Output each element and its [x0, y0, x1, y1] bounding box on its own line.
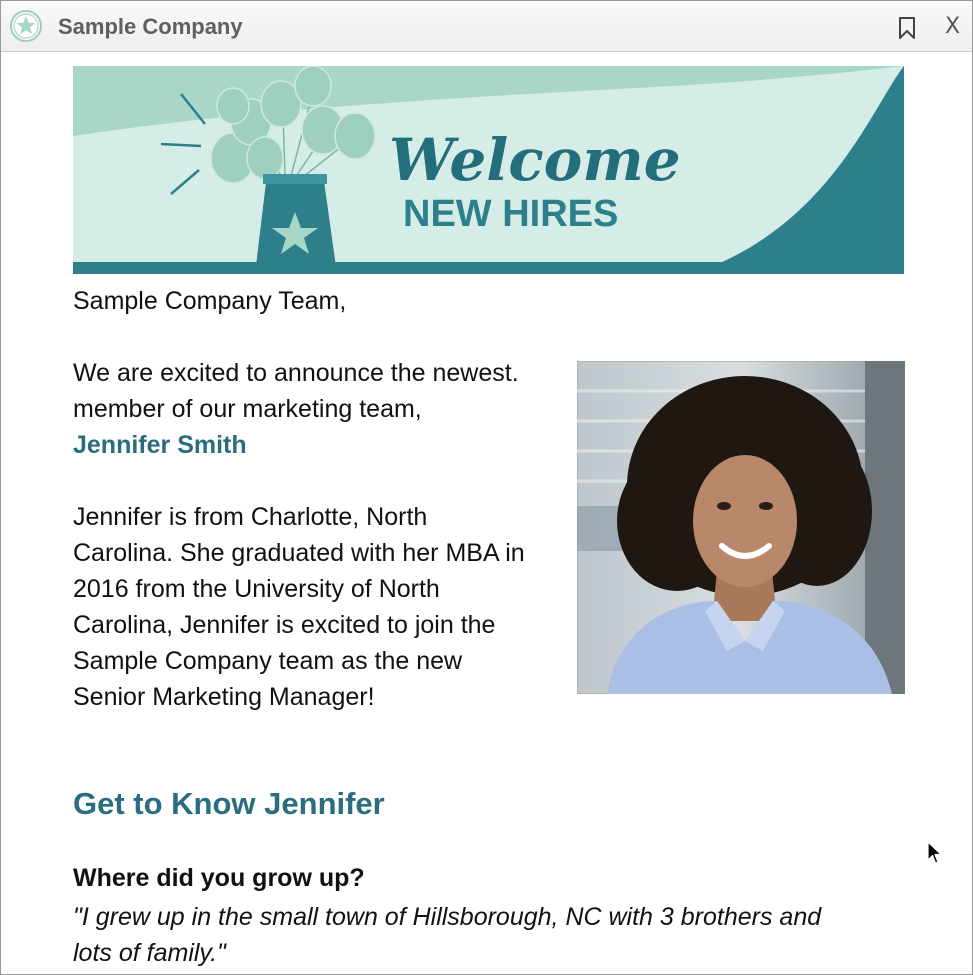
star-badge-icon [10, 10, 42, 42]
section-heading: Get to Know Jennifer [73, 786, 385, 821]
banner-headline-caps: NEW HIRES [403, 193, 619, 235]
greeting: Sample Company Team, [73, 287, 347, 315]
mouse-cursor-icon [927, 841, 943, 865]
bio-paragraph [73, 499, 563, 715]
question-text: Where did you grow up? [73, 864, 365, 892]
welcome-banner [73, 66, 904, 274]
window-title: Sample Company [58, 14, 243, 39]
new-hire-name: Jennifer Smith [73, 431, 247, 459]
answer-line: lots of family." [73, 939, 226, 967]
intro-paragraph [73, 355, 563, 463]
bio-line: 2016 from the University of North [73, 575, 440, 603]
answer-text [73, 899, 913, 971]
bio-line: Senior Marketing Manager! [73, 683, 375, 711]
intro-line: We are excited to announce the newest. [73, 359, 519, 387]
bio-line: Sample Company team as the new [73, 647, 463, 675]
email-body [1, 52, 972, 974]
bio-line: Carolina, Jennifer is excited to join the [73, 611, 496, 639]
title-bar [1, 1, 972, 52]
new-hire-photo [577, 361, 905, 694]
bio-line: Jennifer is from Charlotte, North [73, 503, 428, 531]
close-button[interactable]: X [945, 14, 961, 39]
bookmark-icon[interactable] [897, 16, 917, 40]
bio-line: Carolina. She graduated with her MBA in [73, 539, 525, 567]
banner-headline-script: Welcome [389, 126, 681, 194]
intro-line: member of our marketing team, [73, 395, 422, 423]
answer-line: "I grew up in the small town of Hillsborough, NC with 3 brothers and [73, 903, 822, 931]
